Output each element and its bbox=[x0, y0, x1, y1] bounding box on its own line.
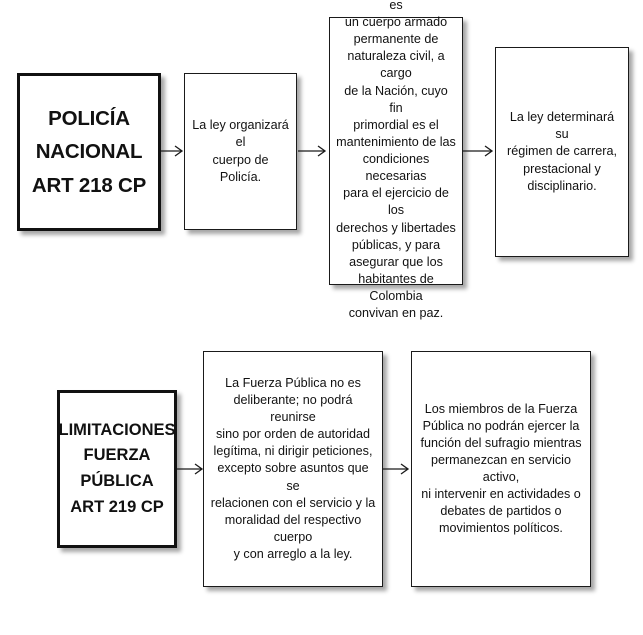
text-line: públicas, y para bbox=[351, 237, 441, 252]
arrow-icon bbox=[463, 144, 495, 158]
text-line: naturaleza civil, a cargo bbox=[347, 49, 445, 81]
text-line: condiciones necesarias bbox=[362, 152, 430, 184]
heading-line: NACIONAL bbox=[35, 140, 143, 164]
definicion-policia-box bbox=[329, 0, 463, 321]
text-line: de la Nación, cuyo fin bbox=[344, 83, 448, 115]
ley-organizara-box bbox=[184, 73, 297, 230]
policia-nacional-heading-box bbox=[17, 73, 161, 231]
text-line: y con arreglo a la ley. bbox=[233, 547, 353, 562]
text-line: sino por orden de autoridad bbox=[215, 427, 371, 442]
text-line: derechos y libertades bbox=[336, 220, 456, 235]
heading-line: PÚBLICA bbox=[80, 472, 154, 490]
text-line: Los miembros de la Fuerza bbox=[424, 401, 578, 416]
arrow-icon bbox=[177, 462, 205, 476]
text-line: ni intervenir en actividades o bbox=[421, 487, 581, 502]
text-line: mantenimiento de las bbox=[336, 134, 456, 149]
text-line: un cuerpo armado bbox=[344, 15, 448, 29]
fuerza-publica-deliberante-box bbox=[203, 351, 383, 587]
text-line: deliberante; no podrá reunirse bbox=[233, 392, 353, 425]
heading-line: ART 219 CP bbox=[70, 497, 164, 516]
text-line: permanezcan en servicio activo, bbox=[430, 452, 571, 484]
text-line: debates de partidos o bbox=[440, 504, 562, 519]
box-text bbox=[204, 375, 382, 563]
arrow-icon bbox=[298, 144, 328, 158]
box-text bbox=[496, 109, 628, 195]
heading-text bbox=[58, 418, 175, 520]
text-line: convivan en paz. bbox=[348, 306, 444, 321]
text-line: La Fuerza Pública no es bbox=[225, 375, 361, 390]
text-line: para el ejercicio de los bbox=[343, 186, 449, 218]
heading-text bbox=[32, 102, 146, 202]
box-text bbox=[330, 0, 462, 322]
heading-line: LIMITACIONES bbox=[58, 420, 176, 439]
arrow-icon bbox=[161, 144, 185, 158]
text-line: función del sufragio mientras bbox=[420, 435, 582, 450]
box-text bbox=[412, 401, 590, 538]
arrow-icon bbox=[383, 462, 411, 476]
text-line: Pública no podrán ejercer la bbox=[422, 418, 580, 433]
text-line: La ley organizará el bbox=[192, 118, 289, 150]
text-line: régimen de carrera, bbox=[507, 144, 617, 159]
text-line: permanente de bbox=[353, 32, 439, 47]
text-line: es bbox=[389, 0, 403, 12]
text-line: primordial es el bbox=[353, 117, 439, 132]
heading-line: FUERZA bbox=[83, 446, 151, 465]
text-line: La ley determinará su bbox=[509, 110, 615, 142]
text-line: excepto sobre asuntos que se bbox=[217, 461, 369, 493]
sufragio-box bbox=[411, 351, 591, 587]
limitaciones-heading-box bbox=[57, 390, 177, 548]
text-line: cuerpo de Policía. bbox=[212, 152, 269, 184]
text-line: relacionen con el servicio y la bbox=[210, 495, 376, 510]
text-line: habitantes de Colombia bbox=[358, 271, 434, 303]
text-line: moralidad del respectivo cuerpo bbox=[224, 512, 362, 544]
heading-line: POLICÍA bbox=[48, 107, 130, 131]
text-line: asegurar que los bbox=[349, 254, 443, 269]
text-line: prestacional y bbox=[523, 161, 601, 176]
heading-line: ART 218 CP bbox=[31, 173, 147, 197]
text-line: movimientos políticos. bbox=[439, 521, 563, 536]
regimen-box bbox=[495, 47, 629, 257]
text-line: legítima, ni dirigir peticiones, bbox=[213, 444, 373, 459]
box-text bbox=[185, 117, 296, 186]
text-line: disciplinario. bbox=[527, 178, 597, 193]
